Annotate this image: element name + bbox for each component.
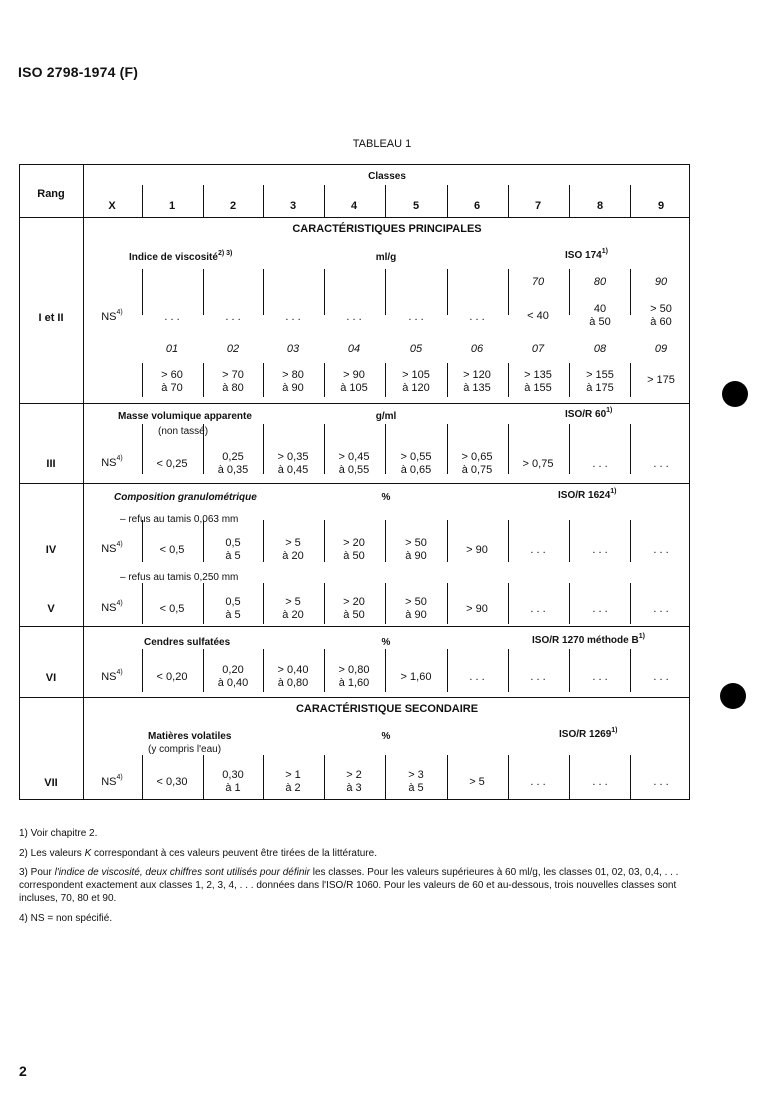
column-divider: [142, 755, 143, 799]
r7-value: > 3: [408, 769, 424, 781]
column-divider: [569, 755, 570, 799]
column-divider: [630, 520, 631, 562]
r5-value: > 5: [285, 596, 301, 608]
r5-value: < 0,5: [159, 603, 185, 615]
punch-hole: [722, 381, 748, 407]
r6-value: 0,20: [222, 664, 244, 676]
column-divider: [447, 185, 448, 217]
r4-value: à 50: [343, 550, 365, 562]
rang-header: Rang: [37, 188, 65, 200]
r1-value: > 70: [222, 369, 244, 381]
column-divider: [324, 520, 325, 562]
column-divider: [508, 520, 509, 562]
r4-ellipsis: . . .: [530, 544, 546, 556]
column-divider: [508, 424, 509, 474]
column-divider: [324, 755, 325, 799]
column-divider: [324, 363, 325, 397]
column-divider: [263, 269, 264, 315]
column-divider: [447, 520, 448, 562]
r5-value: 0,5: [225, 596, 241, 608]
r3-value: à 0,75: [461, 464, 493, 476]
class-col-header: 4: [350, 200, 358, 212]
r1-value: à 155: [524, 382, 552, 394]
class-col-header: 1: [168, 200, 176, 212]
column-divider: [263, 755, 264, 799]
r4-sub: – refus au tamis 0,063 mm: [120, 514, 239, 525]
column-divider: [203, 755, 204, 799]
class-col-header: 5: [412, 200, 420, 212]
column-divider: [142, 649, 143, 692]
r4-method: ISO/R 1624$^{1)}$: [558, 487, 617, 501]
class-col-header: X: [108, 200, 116, 212]
column-divider: [263, 424, 264, 474]
r1-value: < 40: [527, 310, 549, 322]
column-divider: [324, 269, 325, 315]
r1-class-code: 90: [654, 276, 668, 288]
column-divider: [630, 269, 631, 315]
r4-unit: %: [381, 492, 391, 503]
column-divider: [324, 583, 325, 624]
r4-property: Composition granulométrique: [114, 492, 257, 503]
r3-value: > 0,75: [522, 458, 554, 470]
r1-ellipsis: . . .: [164, 311, 180, 323]
r3-value: > 0,35: [277, 451, 309, 463]
r4-ns: NS$^{4)}$: [101, 541, 123, 555]
r7-value: > 2: [346, 769, 362, 781]
column-divider: [263, 363, 264, 397]
column-divider: [569, 363, 570, 397]
r1-class-code: 07: [531, 343, 545, 355]
column-divider: [508, 269, 509, 315]
column-divider: [569, 269, 570, 315]
column-divider: [630, 755, 631, 799]
r4-value: à 90: [405, 550, 427, 562]
section-principales: CARACTÉRISTIQUES PRINCIPALES: [292, 223, 482, 235]
r6-ns: NS$^{4)}$: [101, 669, 123, 683]
r3-method: ISO/R 60$^{1)}$: [565, 406, 613, 420]
class-col-header: 8: [596, 200, 604, 212]
rule-r4: [20, 626, 689, 627]
class-col-header: 9: [657, 200, 665, 212]
r7-ellipsis: . . .: [530, 776, 546, 788]
column-divider: [142, 269, 143, 315]
r1-ellipsis: . . .: [408, 311, 424, 323]
column-divider: [447, 755, 448, 799]
r6-ellipsis: . . .: [530, 671, 546, 683]
r1-value: > 60: [161, 369, 183, 381]
r1-value: > 50: [650, 303, 672, 315]
r1-class-code: 01: [165, 343, 179, 355]
r4-value: > 90: [466, 544, 488, 556]
r5-value: > 20: [343, 596, 365, 608]
r7-property: Matières volatiles: [148, 731, 232, 742]
r6-rang: VI: [45, 672, 57, 684]
r7-ellipsis: . . .: [592, 776, 608, 788]
column-divider: [142, 520, 143, 562]
r1-property: Indice de viscosité$^{2) 3)}$: [129, 249, 233, 263]
r1-class-code: 02: [226, 343, 240, 355]
column-divider: [142, 583, 143, 624]
section-secondaire: CARACTÉRISTIQUE SECONDAIRE: [295, 703, 479, 715]
r4-value: < 0,5: [159, 544, 185, 556]
column-divider: [447, 269, 448, 315]
r7-unit: %: [381, 731, 391, 742]
r1-class-code: 08: [593, 343, 607, 355]
r5-value: à 20: [282, 609, 304, 621]
r6-ellipsis: . . .: [469, 671, 485, 683]
r3-ns: NS$^{4)}$: [101, 455, 123, 469]
table-title: TABLEAU 1: [352, 138, 412, 150]
class-col-header: 2: [229, 200, 237, 212]
column-divider: [508, 185, 509, 217]
column-divider: [385, 520, 386, 562]
r4-value: 0,5: [225, 537, 241, 549]
page-number: 2: [19, 1063, 27, 1079]
column-divider: [324, 649, 325, 692]
column-divider: [385, 583, 386, 624]
r1-ellipsis: . . .: [346, 311, 362, 323]
column-divider: [569, 583, 570, 624]
column-divider: [508, 363, 509, 397]
r3-value: > 0,55: [400, 451, 432, 463]
r5-sub: – refus au tamis 0,250 mm: [120, 572, 239, 583]
column-divider: [385, 363, 386, 397]
r7-value: à 1: [225, 782, 241, 794]
r1-class-code: 80: [593, 276, 607, 288]
r5-ellipsis: . . .: [530, 603, 546, 615]
column-divider: [447, 424, 448, 474]
column-divider: [508, 583, 509, 624]
column-divider: [324, 185, 325, 217]
r5-ellipsis: . . .: [592, 603, 608, 615]
r1-value: à 50: [589, 316, 611, 328]
r5-value: à 90: [405, 609, 427, 621]
column-divider: [569, 520, 570, 562]
r1-value: à 90: [282, 382, 304, 394]
column-divider: [142, 185, 143, 217]
r3-ellipsis: . . .: [592, 458, 608, 470]
r7-ns: NS$^{4)}$: [101, 774, 123, 788]
column-divider: [203, 363, 204, 397]
r7-ellipsis: . . .: [653, 776, 669, 788]
r1-value: > 120: [463, 369, 491, 381]
r6-value: > 1,60: [400, 671, 432, 683]
r6-value: à 1,60: [338, 677, 370, 689]
r1-value: à 80: [222, 382, 244, 394]
column-divider: [569, 424, 570, 474]
column-divider: [447, 363, 448, 397]
column-divider: [142, 424, 143, 474]
r3-ellipsis: . . .: [653, 458, 669, 470]
r4-value: > 5: [285, 537, 301, 549]
r1-value: > 80: [282, 369, 304, 381]
r3-value: < 0,25: [156, 458, 188, 470]
r4-rang: IV: [45, 544, 57, 556]
r3-value: 0,25: [222, 451, 244, 463]
r5-ellipsis: . . .: [653, 603, 669, 615]
r4-value: > 50: [405, 537, 427, 549]
r1-unit: ml/g: [375, 252, 397, 263]
column-divider: [569, 185, 570, 217]
r6-method: ISO/R 1270 méthode $B^{1)}$: [532, 632, 645, 646]
column-divider: [385, 649, 386, 692]
r3-rang: III: [46, 458, 56, 470]
r7-value: 0,30: [222, 769, 244, 781]
r4-value: à 5: [225, 550, 241, 562]
r1-value: > 135: [524, 369, 552, 381]
footnote-1: 1) Voir chapitre 2.: [19, 828, 98, 839]
r6-unit: %: [381, 637, 391, 648]
column-divider: [630, 363, 631, 397]
r3-value: > 0,65: [461, 451, 493, 463]
r1-class-code: 03: [286, 343, 300, 355]
r4-value: à 20: [282, 550, 304, 562]
column-divider: [630, 649, 631, 692]
r7-value: à 3: [346, 782, 362, 794]
r1-value: à 105: [340, 382, 368, 394]
footnote-4: 4) NS = non spécifié.: [19, 913, 113, 924]
class-col-header: 3: [289, 200, 297, 212]
rule-r3: [20, 483, 689, 484]
r1-class-code: 70: [531, 276, 545, 288]
r6-ellipsis: . . .: [653, 671, 669, 683]
r7-sub: (y compris l'eau): [148, 744, 222, 755]
r3-value: à 0,55: [338, 464, 370, 476]
r7-method: ISO/R 1269$^{1)}$: [559, 726, 618, 740]
column-divider: [385, 755, 386, 799]
r7-value: < 0,30: [156, 776, 188, 788]
r1-class-code: 04: [347, 343, 361, 355]
footnote-3: 3) Pour l'indice de viscosité, deux chiffres sont utilisés pour définir les classes. Pour les valeurs supérieures à 60 ml/g, les classes 01, 02, 03, 0,4, . . . correspondent exactement aux classes 1, 2, 3, 4, . . . données dans l'ISO/R 1060. Pour les valeurs de 60 et au-dessous, trois nouvelles classes sont incluses, 70, 80 et 90.: [19, 867, 679, 904]
column-divider: [263, 520, 264, 562]
r7-rang: VII: [44, 777, 58, 789]
column-divider: [263, 185, 264, 217]
punch-hole: [720, 683, 746, 709]
r3-value: > 0,45: [338, 451, 370, 463]
rule-r5: [20, 697, 689, 698]
r4-ellipsis: . . .: [653, 544, 669, 556]
column-divider: [569, 649, 570, 692]
column-divider: [203, 185, 204, 217]
r6-value: < 0,20: [156, 671, 188, 683]
r1-value: > 155: [586, 369, 614, 381]
r1-class-code: 05: [409, 343, 423, 355]
r1-value: 40: [593, 303, 607, 315]
r6-value: à 0,80: [277, 677, 309, 689]
column-divider: [142, 363, 143, 397]
column-divider: [447, 649, 448, 692]
r5-value: > 50: [405, 596, 427, 608]
r6-value: > 0,40: [277, 664, 309, 676]
r4-ellipsis: . . .: [592, 544, 608, 556]
classification-table: [19, 164, 690, 800]
column-divider: [447, 583, 448, 624]
rule-r2: [20, 403, 689, 404]
r1-value: > 105: [402, 369, 430, 381]
rang-divider: [83, 165, 84, 799]
column-divider: [203, 583, 204, 624]
r1-class-code: 09: [654, 343, 668, 355]
r3-sub: (non tassé): [158, 426, 209, 437]
column-divider: [203, 269, 204, 315]
r1-method: ISO 174$^{1)}$: [565, 247, 608, 261]
r1-ellipsis: . . .: [225, 311, 241, 323]
r4-value: > 20: [343, 537, 365, 549]
r1-value: à 135: [463, 382, 491, 394]
r3-value: à 0,35: [217, 464, 249, 476]
column-divider: [203, 424, 204, 474]
column-divider: [630, 424, 631, 474]
column-divider: [630, 583, 631, 624]
column-divider: [203, 520, 204, 562]
column-divider: [508, 755, 509, 799]
r7-value: à 2: [285, 782, 301, 794]
column-divider: [385, 185, 386, 217]
r1-value: à 70: [161, 382, 183, 394]
r1-rang: I et II: [38, 312, 64, 324]
r1-value: à 120: [402, 382, 430, 394]
column-divider: [263, 583, 264, 624]
r6-property: Cendres sulfatées: [144, 637, 231, 648]
column-divider: [385, 424, 386, 474]
r3-unit: g/ml: [375, 411, 397, 422]
r5-ns: NS$^{4)}$: [101, 600, 123, 614]
r1-ellipsis: . . .: [469, 311, 485, 323]
document-id: ISO 2798-1974 (F): [18, 64, 139, 80]
r1-class-code: 06: [470, 343, 484, 355]
r7-value: à 5: [408, 782, 424, 794]
column-divider: [324, 424, 325, 474]
r1-ns: NS$^{4)}$: [101, 309, 123, 323]
r3-property: Masse volumique apparente: [118, 411, 252, 422]
rule-header: [20, 217, 689, 218]
class-col-header: 6: [473, 200, 481, 212]
r6-ellipsis: . . .: [592, 671, 608, 683]
column-divider: [508, 649, 509, 692]
column-divider: [263, 649, 264, 692]
r1-value: à 175: [586, 382, 614, 394]
r5-value: à 5: [225, 609, 241, 621]
class-col-header: 7: [534, 200, 542, 212]
r1-value: à 60: [650, 316, 672, 328]
footnote-2: 2) Les valeurs K correspondant à ces valeurs peuvent être tirées de la littérature.: [19, 848, 377, 859]
r5-value: à 50: [343, 609, 365, 621]
r6-value: à 0,40: [217, 677, 249, 689]
column-divider: [203, 649, 204, 692]
r1-value: > 175: [647, 374, 675, 386]
r5-rang: V: [47, 603, 55, 615]
r7-value: > 5: [469, 776, 485, 788]
r7-value: > 1: [285, 769, 301, 781]
r1-ellipsis: . . .: [285, 311, 301, 323]
column-divider: [385, 269, 386, 315]
r5-value: > 90: [466, 603, 488, 615]
r3-value: à 0,65: [400, 464, 432, 476]
r1-value: > 90: [343, 369, 365, 381]
classes-header: Classes: [368, 171, 406, 182]
r6-value: > 0,80: [338, 664, 370, 676]
r3-value: à 0,45: [277, 464, 309, 476]
column-divider: [630, 185, 631, 217]
